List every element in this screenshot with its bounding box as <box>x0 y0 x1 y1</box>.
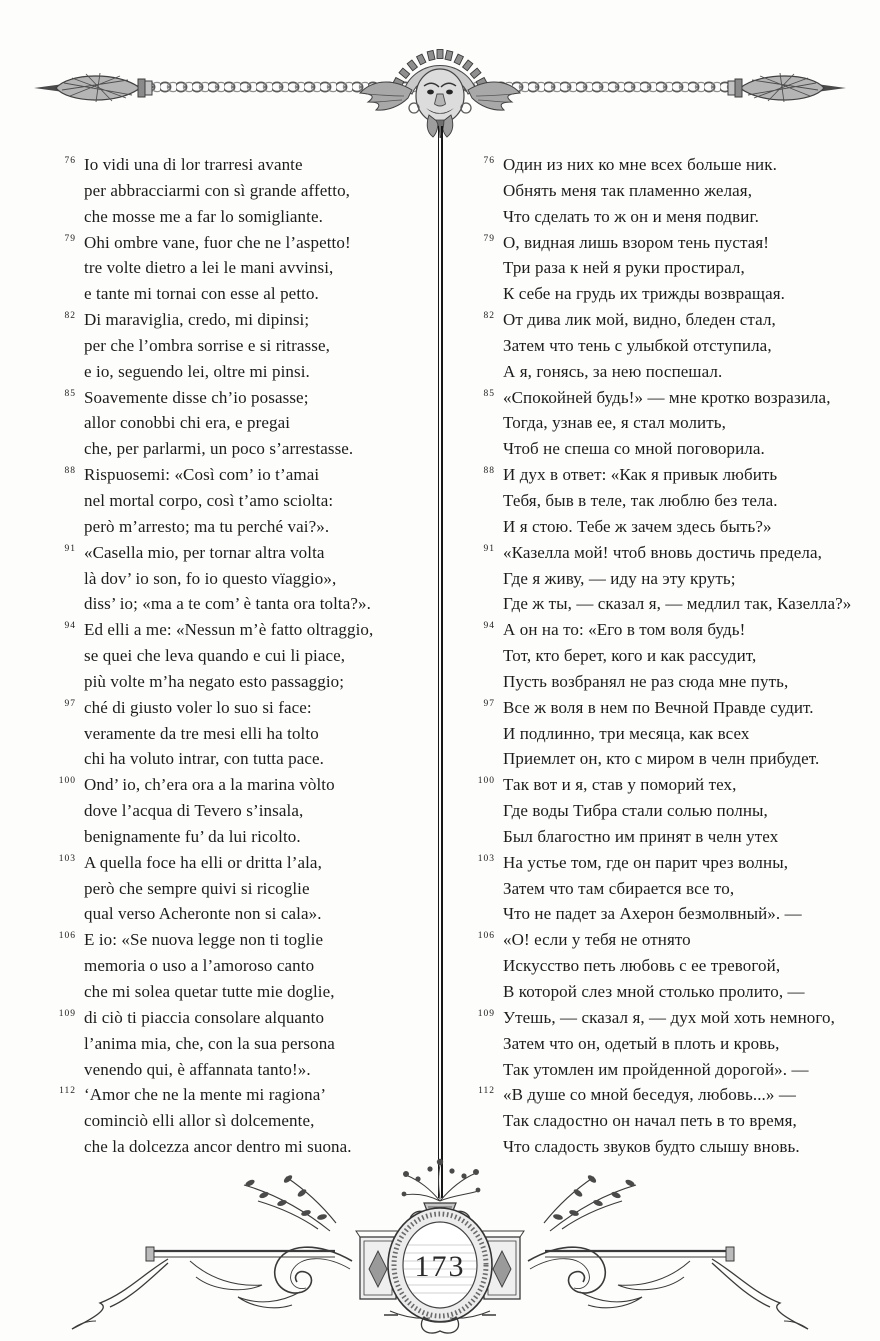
verse-number: 82 <box>64 311 76 322</box>
tercet <box>64 540 440 618</box>
verse-line: memoria o uso a l’amoroso canto <box>84 956 315 976</box>
verse-line: più volte m’ha negato esto passaggio; <box>84 671 345 691</box>
tercet <box>64 385 440 463</box>
verse-line: Один из них ко мне всех больше ник. <box>503 155 777 174</box>
verse-line: allor conobbi chi era, e pregai <box>84 413 291 433</box>
verse-number: 109 <box>58 1008 76 1019</box>
verse-line: На устье том, где он парит чрез волны, <box>503 852 789 872</box>
verse-number: 103 <box>58 853 76 864</box>
page-number: 173 <box>414 1250 466 1283</box>
verse-line: Приемлет он, кто с миром в челн прибудет. <box>503 749 820 769</box>
verse-line: Где я живу, — иду на эту круть; <box>503 568 736 588</box>
verse-line: Тебя, быв в теле, так люблю без тела. <box>503 490 778 510</box>
verse-line: «В душе со мной беседуя, любовь...» — <box>503 1085 796 1105</box>
verse-line: В которой слез мной столько пролито, — <box>503 982 805 1001</box>
tercet <box>64 307 440 385</box>
verse-line: Di maraviglia, credo, mi dipinsi; <box>84 310 310 330</box>
verse-line: Ed elli a me: «Nessun m’è fatto oltraggio, <box>84 620 374 640</box>
verse-number: 103 <box>477 853 495 864</box>
tercet <box>483 152 875 230</box>
verse-number: 112 <box>478 1086 495 1097</box>
verse-line: Что не падет за Ахерон безмолвный». — <box>503 904 802 924</box>
verse-line: qual verso Acheronte non si cala». <box>84 904 322 924</box>
verse-line: Так утомлен им пройденной дорогой». — <box>503 1059 809 1079</box>
verse-line: se quei che leva quando e cui li piace, <box>84 646 346 666</box>
verse-line: che mosse me a far lo somigliante. <box>84 206 323 226</box>
verse-line: Где воды Тибра стали солью полны, <box>503 801 768 821</box>
verse-line: diss’ io; «ma a te com’ è tanta ora tolta?». <box>84 594 371 614</box>
verse-line: nel mortal corpo, così t’amo sciolta: <box>84 490 334 510</box>
verse-number: 91 <box>483 543 495 554</box>
italian-verse-column <box>58 152 440 1160</box>
verse-line: Затем что тень с улыбкой отступила, <box>503 335 772 355</box>
verse-number: 79 <box>483 233 495 244</box>
verse-number: 76 <box>64 156 76 166</box>
verse-number: 85 <box>483 388 495 399</box>
tercet <box>64 695 440 773</box>
verse-line: А я, гонясь, за нею поспешал. <box>503 361 723 381</box>
verse-line: che mi solea quetar tutte mie doglie, <box>84 982 335 1001</box>
verse-line: cominciò elli allor sì dolcemente, <box>84 1111 315 1131</box>
verse-number: 88 <box>64 466 76 477</box>
tercet <box>483 695 875 773</box>
tercet <box>58 850 440 928</box>
verse-line: О, видная лишь взором тень пустая! <box>503 232 770 252</box>
verse-number: 94 <box>64 621 76 632</box>
verse-line: ché di giusto voler lo suo si face: <box>84 697 312 717</box>
verse-number: 97 <box>64 698 76 709</box>
verse-line: Так вот и я, став у поморий тех, <box>503 775 737 795</box>
tercet <box>477 850 875 928</box>
header-ornament <box>0 38 880 138</box>
verse-line: Затем что там сбирается все то, <box>503 878 735 898</box>
verse-number: 97 <box>483 698 495 709</box>
verse-line: e io, seguendo lei, oltre mi pinsi. <box>84 361 310 381</box>
verse-line: venendo qui, è affannata tanto!». <box>84 1059 311 1079</box>
page-number-medallion <box>388 1208 492 1322</box>
verse-number: 94 <box>483 621 495 632</box>
verse-number: 85 <box>64 388 76 399</box>
verse-line: per abbracciarmi con sì grande affetto, <box>84 180 351 200</box>
tercet <box>483 540 875 618</box>
verse-line: là dov’ io son, fo io questo vïaggio», <box>84 568 337 588</box>
lion-mask-icon <box>360 50 520 139</box>
russian-verse-column <box>477 152 875 1160</box>
tercet <box>483 617 875 695</box>
verse-line: Утешь, — сказал я, — дух мой хоть немного, <box>503 1007 835 1027</box>
verse-line: Rispuosemi: «Così com’ io t’amai <box>84 465 320 485</box>
verse-line: ‘Amor che ne la mente mi ragiona’ <box>84 1085 327 1105</box>
verse-line: «О! если у тебя не отнято <box>503 930 691 950</box>
verse-line: Так сладостно он начал петь в то время, <box>503 1111 797 1131</box>
tercet <box>483 462 875 540</box>
verse-line: veramente da tre mesi elli ha tolto <box>84 723 319 743</box>
tercet <box>483 385 875 463</box>
tercet <box>483 230 875 308</box>
verse-line: «Спокойней будь!» — мне кротко возразила, <box>503 387 831 407</box>
verse-line: di ciò ti piaccia consolare alquanto <box>84 1007 325 1027</box>
verse-number: 106 <box>58 931 76 942</box>
verse-line: И подлинно, три месяца, как всех <box>503 723 750 743</box>
verse-number: 76 <box>483 156 495 166</box>
verse-line: Ond’ io, ch’era ora a la marina vòlto <box>84 775 335 795</box>
verse-line: Искусство петь любовь с ее тревогой, <box>503 956 781 976</box>
verse-line: От дива лик мой, видно, бледен стал, <box>503 310 776 330</box>
tercet <box>58 927 440 1005</box>
verse-line: Что сладость звуков будто слышу вновь. <box>503 1137 800 1157</box>
verse-number: 82 <box>483 311 495 322</box>
verse-line: Io vidi una di lor trarresi avante <box>84 155 303 174</box>
tercet <box>64 152 440 230</box>
verse-line: l’anima mia, che, con la sua persona <box>84 1033 335 1053</box>
verse-line: E io: «Se nuova legge non ti toglie <box>84 930 324 950</box>
verse-line: «Казелла мой! чтоб вновь достичь предела, <box>503 542 822 562</box>
verse-number: 79 <box>64 233 76 244</box>
verse-line: Затем что он, одетый в плоть и кровь, <box>503 1033 780 1053</box>
tercet <box>58 772 440 850</box>
verse-line: Пусть возбранял не раз сюда мне путь, <box>503 671 789 691</box>
tercet <box>477 1005 875 1083</box>
tercet <box>483 307 875 385</box>
verse-line: dove l’acqua di Tevero s’insala, <box>84 801 304 821</box>
verse-number: 100 <box>477 776 495 787</box>
verse-line: Обнять меня так пламенно желая, <box>503 180 753 200</box>
tercet <box>64 230 440 308</box>
verse-line: Что сделать то ж он и меня подвиг. <box>503 206 759 226</box>
verse-line: Три раза к ней я руки простирал, <box>503 258 745 278</box>
verse-line: Чтоб не спеша со мной поговорила. <box>503 439 765 459</box>
verse-line: benignamente fu’ da lui ricolto. <box>84 826 301 846</box>
verse-line: И дух в ответ: «Как я привык любить <box>503 465 778 485</box>
tercet <box>477 927 875 1005</box>
verse-number: 88 <box>483 466 495 477</box>
tercet <box>58 1005 440 1083</box>
verse-line: Все ж воля в нем по Вечной Правде судит. <box>503 697 814 717</box>
finial-icon <box>34 73 152 102</box>
verse-line: А он на то: «Его в том воля будь! <box>503 620 746 640</box>
verse-line: Soavemente disse ch’io posasse; <box>84 387 309 407</box>
tercet <box>477 772 875 850</box>
verse-line: «Casella mio, per tornar altra volta <box>84 542 325 562</box>
verse-number: 109 <box>477 1008 495 1019</box>
footer-ornament <box>0 1145 880 1341</box>
verse-line: Тот, кто берет, кого и как рассудит, <box>503 646 757 666</box>
verse-line: e tante mi tornai con esse al petto. <box>84 284 319 304</box>
verse-line: К себе на грудь их трижды возвращая. <box>503 284 785 304</box>
verse-line: tre volte dietro a lei le mani avvinsi, <box>84 258 334 278</box>
verse-number: 100 <box>58 776 76 787</box>
tercet <box>64 617 440 695</box>
verse-line: chi ha voluto intrar, con tutta pace. <box>84 749 324 769</box>
verse-line: Тогда, узнав ее, я стал молить, <box>503 413 726 433</box>
verse-number: 112 <box>59 1086 76 1097</box>
verse-number: 91 <box>64 543 76 554</box>
verse-line: che, per parlarmi, un poco s’arrestasse. <box>84 439 354 459</box>
verse-line: Где ж ты, — сказал я, — медлил так, Казелла?» <box>503 594 852 614</box>
tercet <box>64 462 440 540</box>
verse-line: che la dolcezza ancor dentro mi suona. <box>84 1137 352 1157</box>
verse-line: A quella foce ha elli or dritta l’ala, <box>84 852 322 872</box>
verse-line: per che l’ombra sorrise e si ritrasse, <box>84 335 330 355</box>
verse-line: però che sempre quivi si ricoglie <box>84 878 310 898</box>
verse-number: 106 <box>477 931 495 942</box>
verse-line: Ohi ombre vane, fuor che ne l’aspetto! <box>84 232 351 252</box>
verse-line: Был благостно им принят в челн утех <box>503 826 779 846</box>
verse-line: И я стою. Тебе ж зачем здесь быть?» <box>503 516 772 536</box>
verse-line: però m’arresto; ma tu perché vai?». <box>84 516 330 536</box>
